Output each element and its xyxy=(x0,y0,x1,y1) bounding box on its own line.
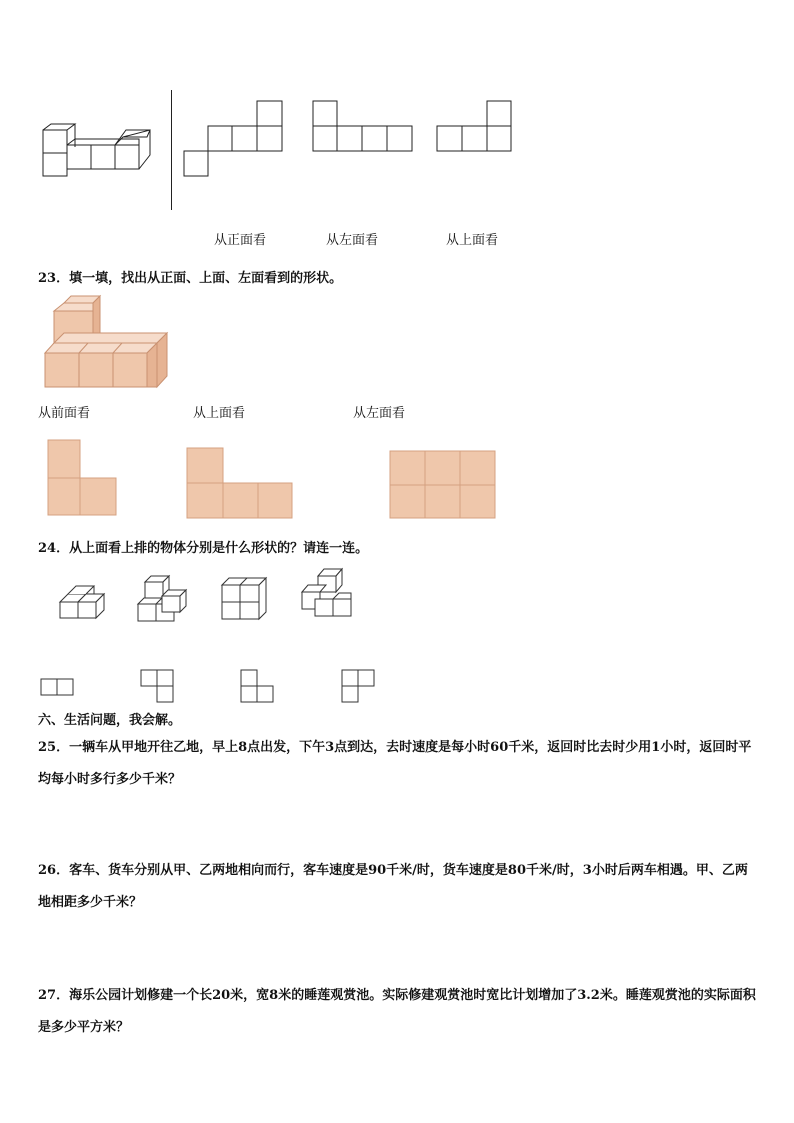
q22-label-left: 从左面看 xyxy=(326,233,379,248)
q23-title: 23．填一填，找出从正面、上面、左面看到的形状。 xyxy=(38,271,343,286)
q26-text: 26．客车、货车分别从甲、乙两地相向而行，客车速度是90千米/时，货车速度是80千米/时，3小时后两车相遇。甲、乙两地相距多少千米？ xyxy=(38,863,748,910)
q22-label-top: 从上面看 xyxy=(446,233,499,248)
section6-title: 六、生活问题，我会解。 xyxy=(38,713,182,728)
q23-label-top: 从上面看 xyxy=(193,406,246,421)
q25-text: 25．一辆车从甲地开往乙地，早上8点出发，下午3点到达，去时速度是每小时60千米，返回时比去时少用1小时，返回时平均每小时多行多少千米？ xyxy=(38,740,752,787)
q22-label-front: 从正面看 xyxy=(214,233,267,248)
q24-view-a xyxy=(41,679,73,695)
q24-title: 24．从上面看上排的物体分别是什么形状的？请连一连。 xyxy=(38,541,369,556)
q23-label-front: 从前面看 xyxy=(38,406,91,421)
q23-label-left: 从左面看 xyxy=(353,406,406,421)
q24-view-d xyxy=(342,670,374,702)
q27-text: 27．海乐公园计划修建一个长20米，宽8米的睡莲观赏池。实际修建观赏池时宽比计划增加了3.2米。睡莲观赏池的实际面积是多少平方米？ xyxy=(38,988,756,1035)
q24-view-b xyxy=(141,670,173,702)
q24-view-c xyxy=(241,670,273,702)
